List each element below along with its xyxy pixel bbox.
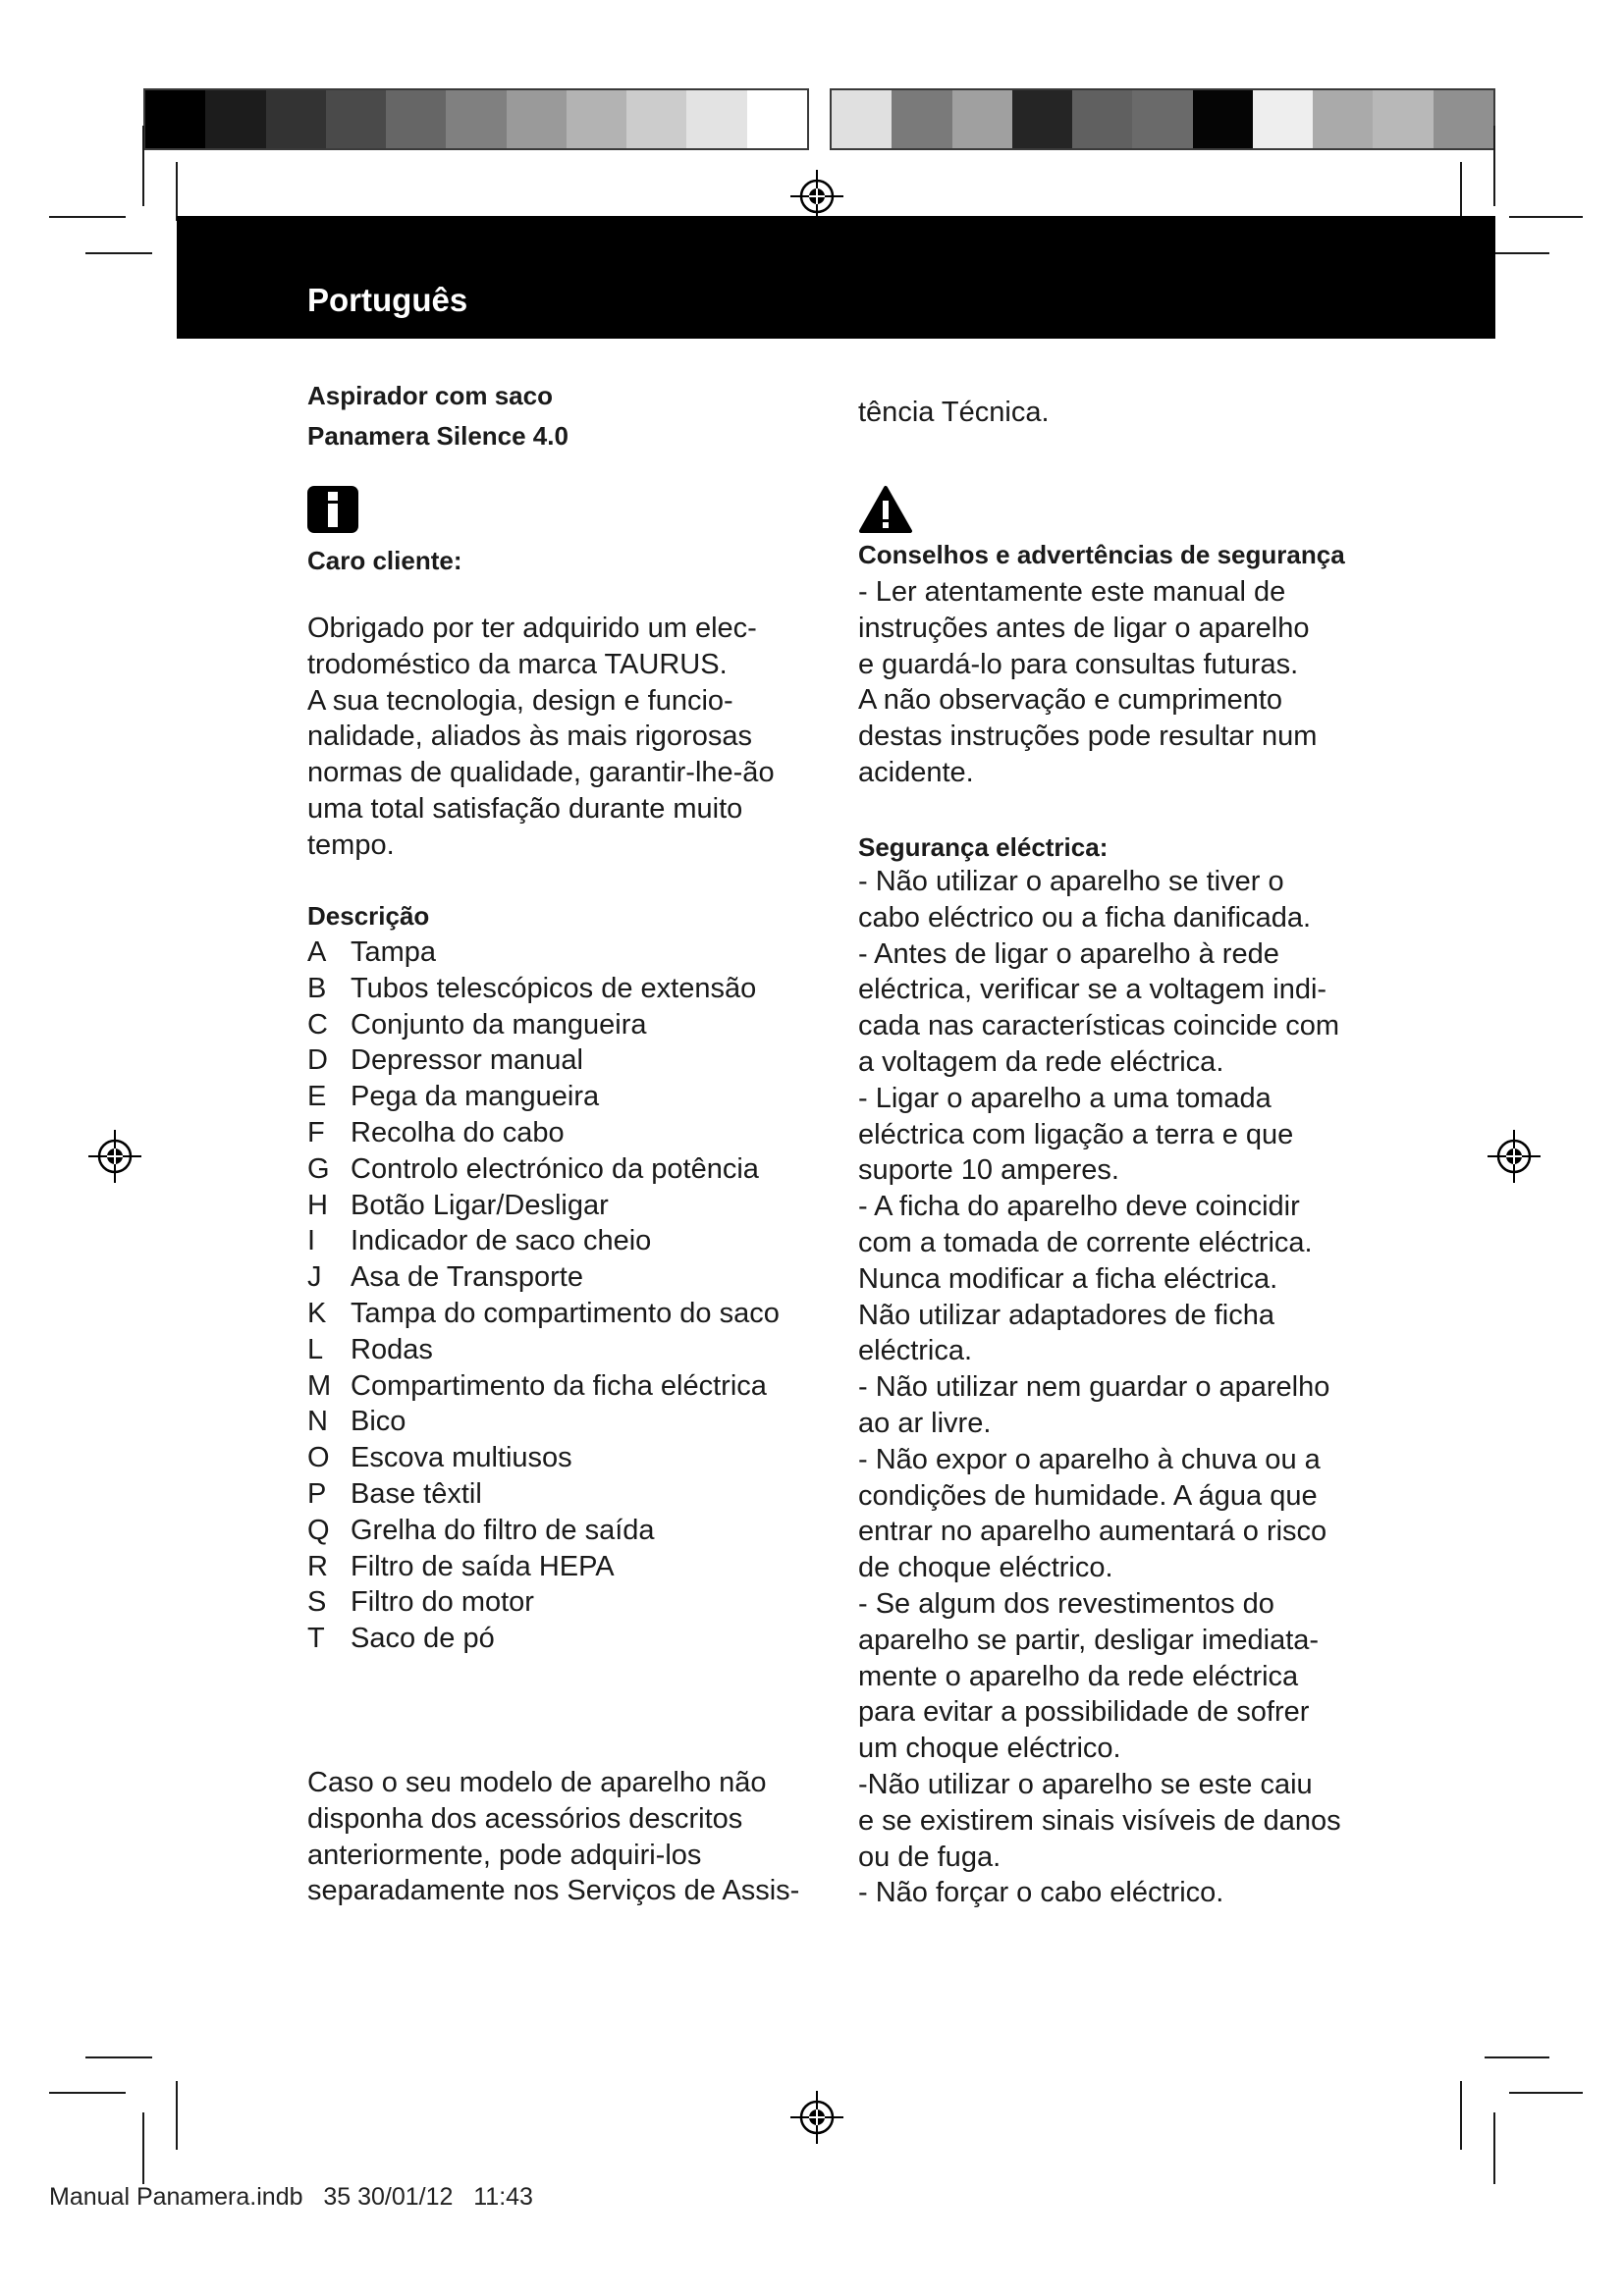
text-line: eléctrica. — [858, 1335, 973, 1367]
part-letter: F — [307, 1116, 325, 1148]
color-swatch — [326, 90, 386, 148]
info-icon — [307, 486, 358, 533]
electrical-safety-heading: Segurança eléctrica: — [858, 832, 1109, 862]
list-item — [307, 1115, 780, 1151]
text-line: um choque eléctrico. — [858, 1733, 1121, 1765]
list-item — [307, 934, 780, 971]
color-swatch — [1313, 90, 1373, 148]
text-line: - Não utilizar nem guardar o aparelho — [858, 1371, 1330, 1404]
crop-mark — [49, 216, 126, 218]
text-line: nalidade, aliados às mais rigorosas — [307, 721, 752, 753]
part-letter: G — [307, 1152, 330, 1185]
text-line: eléctrica com ligação a terra e que — [858, 1118, 1294, 1150]
text-line: destas instruções pode resultar num — [858, 721, 1318, 753]
registration-mark-icon — [1485, 1127, 1543, 1186]
color-bar-right — [830, 88, 1495, 150]
list-item — [307, 1549, 780, 1585]
text-line: tempo. — [307, 828, 395, 861]
part-letter: T — [307, 1623, 325, 1655]
color-swatch — [1193, 90, 1253, 148]
list-item — [307, 1151, 780, 1188]
part-name: Recolha do cabo — [351, 1116, 565, 1148]
part-letter: L — [307, 1333, 324, 1365]
crop-mark — [85, 252, 152, 254]
text-line: anteriormente, pode adquiri-los — [307, 1839, 702, 1871]
text-line: - Se algum dos revestimentos do — [858, 1587, 1274, 1620]
text-line: aparelho se partir, desligar imediata- — [858, 1624, 1320, 1656]
crop-mark — [1485, 2056, 1549, 2058]
color-swatch — [1012, 90, 1072, 148]
safety-paragraph — [858, 574, 1317, 791]
part-letter: H — [307, 1189, 328, 1221]
part-name: Escova multiusos — [351, 1442, 572, 1474]
list-item — [307, 1007, 780, 1043]
part-letter: J — [307, 1261, 322, 1294]
crop-mark — [85, 2056, 152, 2058]
text-line: -Não utilizar o aparelho se este caiu — [858, 1768, 1313, 1800]
color-swatch — [1373, 90, 1433, 148]
greeting-heading: Caro cliente: — [307, 546, 462, 575]
part-name: Botão Ligar/Desligar — [351, 1189, 609, 1221]
crop-mark — [142, 2112, 144, 2184]
part-letter: O — [307, 1442, 330, 1474]
text-line: condições de humidade. A água que — [858, 1479, 1318, 1512]
crop-mark — [1460, 2081, 1462, 2150]
product-title — [307, 376, 568, 455]
part-name: Tampa — [351, 936, 437, 968]
color-bar-left — [143, 88, 809, 150]
list-item — [307, 1079, 780, 1115]
color-swatch — [1434, 90, 1493, 148]
part-name: Base têxtil — [351, 1477, 482, 1510]
color-swatch — [145, 90, 205, 148]
list-item — [307, 1513, 780, 1549]
list-item — [307, 1440, 780, 1476]
text-line: - Antes de ligar o aparelho à rede — [858, 937, 1279, 970]
language-title: Português — [307, 282, 468, 318]
part-name: Pega da mangueira — [351, 1081, 600, 1113]
part-name: Saco de pó — [351, 1623, 495, 1655]
color-swatch — [205, 90, 265, 148]
part-name: Filtro de saída HEPA — [351, 1550, 615, 1582]
crop-mark — [1509, 216, 1583, 218]
crop-mark — [1493, 126, 1495, 206]
crop-mark — [1509, 2092, 1583, 2094]
language-header-band — [177, 216, 1495, 339]
crop-mark — [1488, 252, 1549, 254]
product-model: Panamera Silence 4.0 — [307, 420, 568, 451]
text-line: acidente. — [858, 756, 974, 788]
crop-mark — [176, 2081, 178, 2150]
color-swatch — [832, 90, 892, 148]
part-name: Grelha do filtro de saída — [351, 1514, 655, 1546]
text-line: e se existirem sinais visíveis de danos — [858, 1804, 1341, 1837]
list-item — [307, 1476, 780, 1513]
text-line: normas de qualidade, garantir-lhe-ão — [307, 757, 775, 789]
part-name: Rodas — [351, 1333, 433, 1365]
text-line: eléctrica, verificar se a voltagem indi- — [858, 974, 1327, 1006]
text-line: com a tomada de corrente eléctrica. — [858, 1226, 1313, 1258]
part-letter: I — [307, 1225, 316, 1257]
part-letter: C — [307, 1008, 328, 1041]
part-name: Controlo electrónico da potência — [351, 1152, 759, 1185]
list-item — [307, 1042, 780, 1079]
color-swatch — [626, 90, 686, 148]
safety-heading: Conselhos e advertências de segurança — [858, 540, 1345, 569]
part-letter: M — [307, 1369, 332, 1402]
color-swatch — [892, 90, 951, 148]
intro-paragraph — [307, 611, 775, 864]
part-letter: R — [307, 1550, 328, 1582]
list-item — [307, 1259, 780, 1296]
text-line: a voltagem da rede eléctrica. — [858, 1045, 1224, 1078]
color-swatch — [1072, 90, 1132, 148]
list-item — [307, 1368, 780, 1405]
part-letter: B — [307, 972, 327, 1004]
color-swatch — [952, 90, 1012, 148]
text-line: - Não expor o aparelho à chuva ou a — [858, 1443, 1321, 1475]
text-line: trodoméstico da marca TAURUS. — [307, 648, 728, 680]
color-swatch — [266, 90, 326, 148]
text-line: entrar no aparelho aumentará o risco — [858, 1516, 1327, 1548]
list-item — [307, 1404, 780, 1440]
text-line: de choque eléctrico. — [858, 1552, 1113, 1584]
part-name: Asa de Transporte — [351, 1261, 583, 1294]
text-line: suporte 10 amperes. — [858, 1154, 1119, 1187]
part-name: Filtro do motor — [351, 1586, 534, 1619]
color-swatch — [567, 90, 626, 148]
part-name: Depressor manual — [351, 1044, 583, 1077]
part-letter: S — [307, 1586, 327, 1619]
list-item — [307, 971, 780, 1007]
part-name: Indicador de saco cheio — [351, 1225, 652, 1257]
color-swatch — [1253, 90, 1313, 148]
list-item — [307, 1188, 780, 1224]
crop-mark — [1460, 162, 1462, 221]
text-line: - Ligar o aparelho a uma tomada — [858, 1082, 1272, 1114]
text-line: A sua tecnologia, design e funcio- — [307, 684, 733, 717]
text-line: Obrigado por ter adquirido um elec- — [307, 613, 757, 644]
text-line: ao ar livre. — [858, 1407, 992, 1439]
text-line: - Não forçar o cabo eléctrico. — [858, 1877, 1224, 1909]
list-item — [307, 1296, 780, 1332]
text-line: mente o aparelho da rede eléctrica — [858, 1660, 1299, 1692]
description-heading: Descrição — [307, 901, 430, 931]
list-item — [307, 1332, 780, 1368]
list-item — [307, 1621, 780, 1657]
text-line: separadamente nos Serviços de Assis- — [307, 1875, 800, 1907]
part-name: Bico — [351, 1406, 406, 1438]
text-line: ou de fuga. — [858, 1841, 1001, 1873]
text-line: e guardá-lo para consultas futuras. — [858, 648, 1299, 680]
crop-mark — [49, 2092, 126, 2094]
part-name: Tampa do compartimento do saco — [351, 1297, 780, 1329]
list-item — [307, 1223, 780, 1259]
part-letter: A — [307, 936, 327, 968]
part-letter: E — [307, 1081, 327, 1113]
product-type: Aspirador com saco — [307, 381, 553, 410]
part-letter: Q — [307, 1514, 330, 1546]
part-letter: K — [307, 1297, 327, 1329]
text-line: A não observação e cumprimento — [858, 684, 1283, 717]
text-line: - Ler atentamente este manual de — [858, 576, 1286, 608]
part-letter: D — [307, 1044, 328, 1077]
color-swatch — [507, 90, 567, 148]
part-name: Compartimento da ficha eléctrica — [351, 1369, 767, 1402]
text-line: cabo eléctrico ou a ficha danificada. — [858, 901, 1312, 934]
text-line: uma total satisfação durante muito — [307, 792, 743, 825]
color-swatch — [1132, 90, 1192, 148]
text-line: Caso o seu modelo de aparelho não — [307, 1767, 767, 1798]
part-letter: N — [307, 1406, 328, 1438]
electrical-safety-paragraph — [858, 864, 1341, 1911]
color-swatch — [747, 90, 807, 148]
warning-icon — [858, 485, 913, 534]
part-name: Conjunto da mangueira — [351, 1008, 647, 1041]
color-swatch — [686, 90, 746, 148]
registration-mark-icon — [85, 1127, 144, 1186]
crop-mark — [1493, 2112, 1495, 2184]
part-letter: P — [307, 1477, 327, 1510]
crop-mark — [142, 126, 144, 206]
text-line: instruções antes de ligar o aparelho — [858, 612, 1310, 644]
color-swatch — [446, 90, 506, 148]
print-file-info: Manual Panamera.indb 35 30/01/12 11:43 — [49, 2183, 533, 2211]
text-line: - Não utilizar o aparelho se tiver o — [858, 866, 1284, 897]
text-line: cada nas características coincide com — [858, 1010, 1339, 1042]
parts-list — [307, 934, 780, 1657]
text-line: para evitar a possibilidade de sofrer — [858, 1696, 1310, 1729]
text-line: Nunca modificar a ficha eléctrica. — [858, 1262, 1278, 1295]
crop-mark — [176, 162, 178, 221]
color-swatch — [386, 90, 446, 148]
accessories-paragraph — [307, 1765, 799, 1909]
text-line: - A ficha do aparelho deve coincidir — [858, 1191, 1300, 1223]
registration-mark-icon — [787, 2088, 846, 2147]
list-item — [307, 1584, 780, 1621]
continued-text-line: tência Técnica. — [858, 397, 1050, 428]
part-name: Tubos telescópicos de extensão — [351, 972, 757, 1004]
text-line: Não utilizar adaptadores de ficha — [858, 1299, 1274, 1331]
text-line: disponha dos acessórios descritos — [307, 1802, 743, 1835]
